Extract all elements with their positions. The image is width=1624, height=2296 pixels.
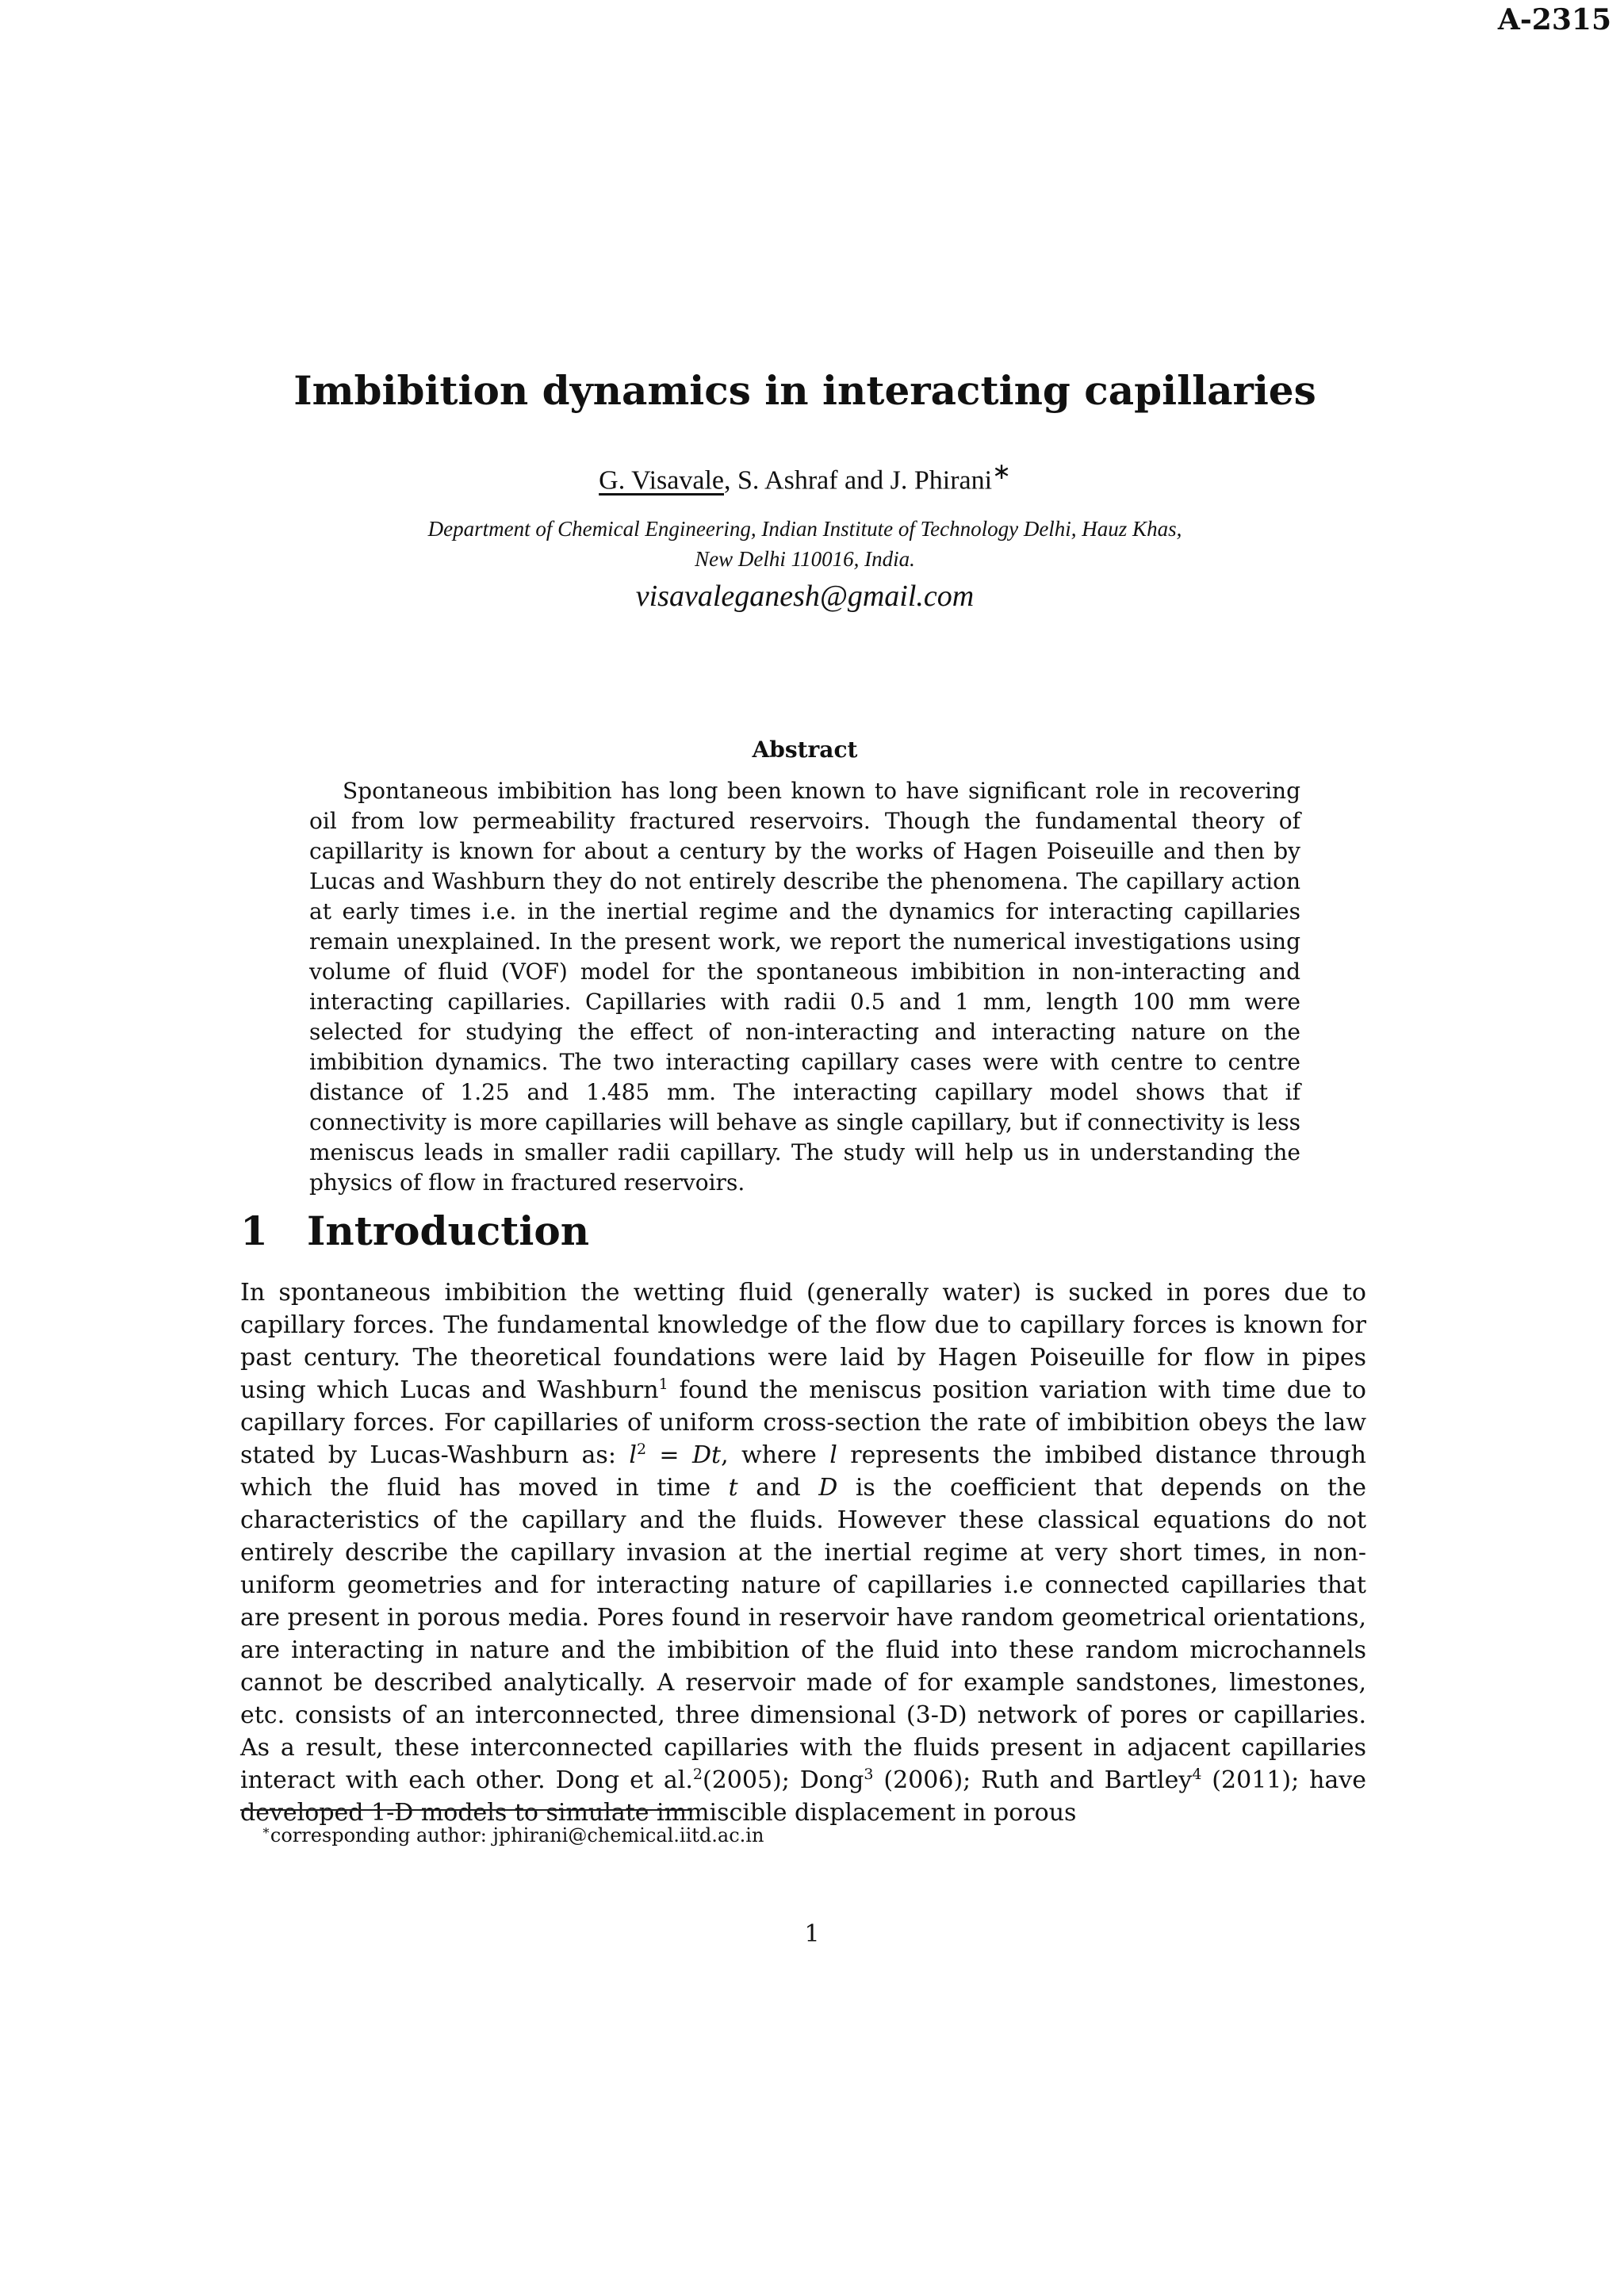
- citation-2: 2: [692, 1766, 703, 1783]
- equation-exponent: 2: [636, 1441, 647, 1458]
- page-number: 1: [804, 1920, 820, 1948]
- footnote-divider: [240, 1809, 691, 1811]
- section-number: 1: [240, 1207, 268, 1254]
- footnote-text: corresponding author: jphirani@chemical.iitd.ac.in: [270, 1824, 764, 1846]
- intro-text-9: (2011); have developed 1-D models to simulate immiscible displacement in porous: [240, 1766, 1366, 1827]
- affiliation: [301, 514, 1308, 574]
- citation-4: 4: [1192, 1766, 1202, 1783]
- intro-text-1: In spontaneous imbibition the wetting fluid (generally water) is sucked in pores due to capillary forces. The fundamental knowledge of the flow due to capillary forces is known for past century. The theoretical foundations were laid by Hagen Poiseuille for flow in pipes using which Lucas and Washburn: [240, 1279, 1366, 1404]
- section-heading: [240, 1203, 589, 1259]
- corresponding-mark: ∗: [992, 460, 1011, 484]
- variable-t: t: [728, 1474, 738, 1502]
- other-authors: , S. Ashraf and J. Phirani: [724, 465, 993, 496]
- equation-l: l: [629, 1441, 637, 1469]
- intro-text-3: , where: [721, 1441, 830, 1469]
- intro-text-8: (2006); Ruth and Bartley: [873, 1766, 1193, 1794]
- presenting-author: G. Visavale: [599, 465, 724, 496]
- author-email: visavaleganesh@gmail.com: [635, 580, 975, 613]
- paper-title: Imbibition dynamics in interacting capillaries: [293, 367, 1316, 414]
- affiliation-line-2: New Delhi 110016, India.: [695, 547, 915, 571]
- equation-rhs: = Dt: [646, 1441, 722, 1469]
- affiliation-line-1: Department of Chemical Engineering, Indian Institute of Technology Delhi, Hauz Khas,: [427, 517, 1182, 541]
- author-list: [238, 453, 1372, 499]
- intro-text-7: (2005); Dong: [702, 1766, 864, 1794]
- abstract-text: Spontaneous imbibition has long been known to have significant role in recovering oil from low permeability fractured reservoirs. Though the fundamental theory of capillarity is known for about a century by the works of Hagen Poiseuille and then by Lucas and Washburn they do not entirely describe the phenomena. The capillary action at early times i.e. in the inertial regime and the dynamics for interacting capillaries remain unexplained. In the present work, we report the numerical investigations using volume of fluid (VOF) model for the spontaneous imbibition in non-interacting and interacting capillaries. Capillaries with radii 0.5 and 1 mm, length 100 mm were selected for studying the effect of non-interacting and interacting nature on the imbibition dynamics. The two interacting capillary cases were with centre to centre distance of 1.25 and 1.485 mm. The interacting capillary model shows that if connectivity is more capillaries will behave as single capillary, but if connectivity is less meniscus leads in smaller radii capillary. The study will help us in understanding the physics of flow in fractured reservoirs.: [309, 778, 1300, 1196]
- footnote-mark: ∗: [262, 1823, 270, 1838]
- abstract-heading: Abstract: [752, 737, 858, 763]
- page-identifier: A-2315: [1497, 3, 1611, 36]
- intro-text-5: and: [737, 1474, 819, 1502]
- section-title: Introduction: [307, 1207, 590, 1254]
- citation-1: 1: [658, 1376, 668, 1393]
- intro-text-2: found the meniscus position variation with time due to capillary forces. For capillaries of uniform cross-section the rate of imbibition obeys the law stated by Lucas-Washburn as:: [240, 1376, 1366, 1469]
- introduction-paragraph: [240, 1276, 1366, 1829]
- variable-l: l: [829, 1441, 837, 1469]
- intro-text-4: represents the imbibed distance through which the fluid has moved in time: [240, 1441, 1366, 1502]
- footnote: [262, 1817, 764, 1849]
- citation-3: 3: [864, 1766, 874, 1783]
- variable-d: D: [818, 1474, 838, 1502]
- intro-text-6: is the coefficient that depends on the characteristics of the capillary and the fluids. However these classical equations do not entirely describe the capillary invasion at the inertial regime at very short times, in non-uniform geometries and for interacting nature of capillaries i.e connected capillaries that are present in porous media. Pores found in reservoir have random geometrical orientations, are interacting in nature and the imbibition of the fluid into these random microchannels cannot be described analytically. A reservoir made of for example sandstones, limestones, etc. consists of an interconnected, three dimensional (3-D) network of pores or capillaries. As a result, these interconnected capillaries with the fluids present in adjacent capillaries interact with each other. Dong et al.: [240, 1474, 1366, 1794]
